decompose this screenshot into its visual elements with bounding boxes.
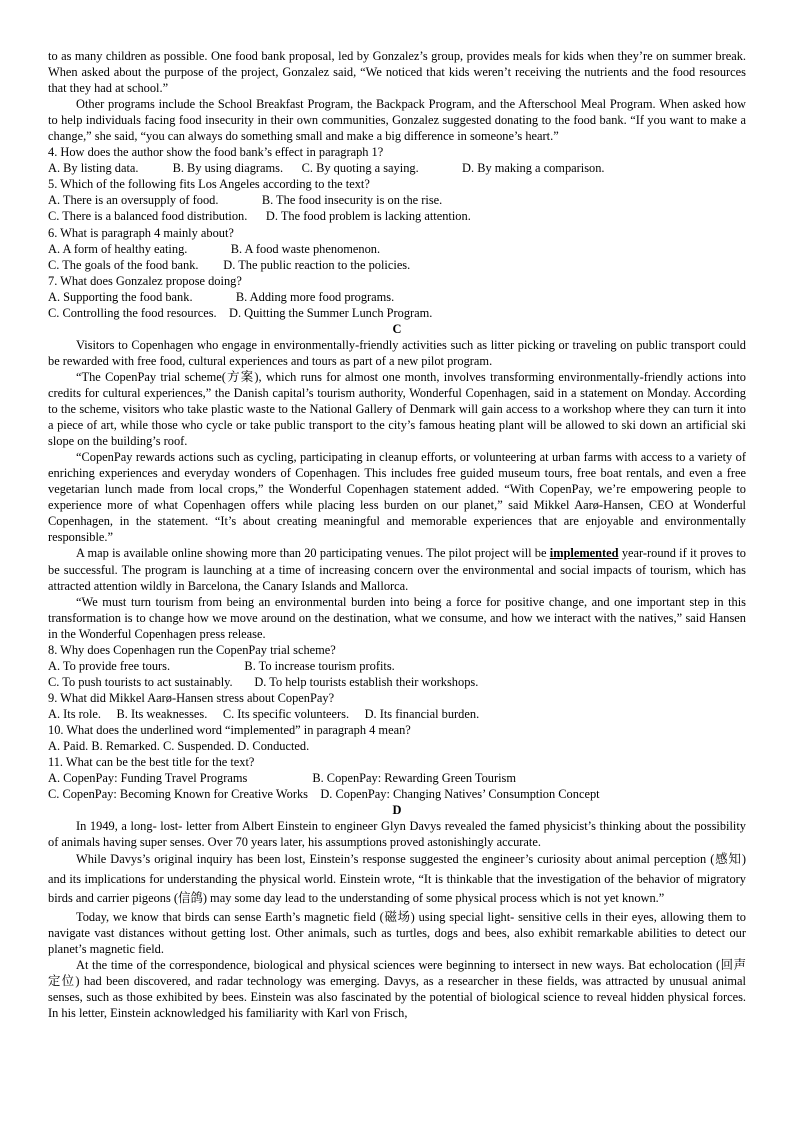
passage-c-paragraph: Visitors to Copenhagen who engage in environmentally-friendly activities such as litter picking or traveling on public transport could be rewarded with free food, cultural experiences and tours as part of a new pilot program. [48, 337, 746, 368]
passage-c-paragraph: “The CopenPay trial scheme(方案), which runs for almost one month, involves transforming environmentally-friendly actions into credits for cultural experiences,” the Danish capital’s tourism authority, Wonderful Copenhagen, said in a statement on Monday. According to the scheme, visitors who take plastic waste to the National Gallery of Denmark will gain access to a workshop where they can turn it into a piece of art, while those who cycle or take public transport to the city’s famous heating plant will be allowed to ski down an artificial ski slope on the building’s roof. [48, 369, 746, 449]
question-8-options-cd: C. To push tourists to act sustainably. D. To help tourists establish their workshops. [48, 674, 479, 689]
passage-c-paragraph: “We must turn tourism from being an environmental burden into being a force for positive change, and one important step in this transformation is to change how we move around on the destination, what we consume, and how we interact with the natives,” said Hansen in the Wonderful Copenhagen press release. [48, 594, 746, 641]
question-7-options-cd: C. Controlling the food resources. D. Quitting the Summer Lunch Program. [48, 305, 433, 320]
question-8: 8. Why does Copenhagen run the CopenPay trial scheme? [48, 642, 336, 657]
paragraph-text: year-round if it proves to be successful. The program is launching at a time of increasing concern over the environmental and social impacts of tourism, which has attracted attention wildly in Barcelona, the Canary Islands and Mallorca. [48, 546, 746, 593]
underlined-word: implemented [549, 546, 619, 561]
passage-b-paragraph: Other programs include the School Breakfast Program, the Backpack Program, and the Afterschool Meal Program. When asked how to help individuals facing food insecurity in their own communities, Gonzalez suggested donating to the food bank. “If you want to make a change,” she said, “you can always do something small and make a big difference in someone’s heart.” [48, 97, 746, 144]
paragraph-text: A map is available online showing more than 20 participating venues. The pilot project will be [76, 546, 550, 561]
question-6-options-ab: A. A form of healthy eating. B. A food waste phenomenon. [48, 241, 381, 256]
question-11-options-ab: A. CopenPay: Funding Travel Programs B. CopenPay: Rewarding Green Tourism [48, 771, 517, 786]
passage-d-paragraph: At the time of the correspondence, biological and physical sciences were beginning to intersect in new ways. Bat echolocation (回声定位) had been discovered, and radar technology was emerging. Davys, as a researcher in these fields, was attracted by unusual animal senses, such as those exhibited by bees. Einstein was also fascinated by the potential of biological science to reveal hidden physical forces. In his letter, Einstein acknowledged his familiarity with Karl von Frisch, [48, 957, 746, 1021]
question-11-options-cd: C. CopenPay: Becoming Known for Creative Works D. CopenPay: Changing Natives’ Consumption Concept [48, 787, 600, 802]
question-9: 9. What did Mikkel Aarø-Hansen stress about CopenPay? [48, 690, 335, 705]
question-9-options: A. Its role. B. Its weaknesses. C. Its specific volunteers. D. Its financial burden. [48, 706, 480, 721]
passage-d-paragraph: In 1949, a long- lost- letter from Albert Einstein to engineer Glyn Davys revealed the famed physicist’s thinking about the possibility of animals having super senses. Over 70 years later, his assumptions proved astonishingly accurate. [48, 819, 746, 850]
exam-page [48, 48, 746, 1021]
question-4: 4. How does the author show the food bank’s effect in paragraph 1? [48, 145, 384, 160]
question-5-options-ab: A. There is an oversupply of food. B. The food insecurity is on the rise. [48, 193, 443, 208]
question-10: 10. What does the underlined word “implemented” in paragraph 4 mean? [48, 722, 411, 737]
question-7: 7. What does Gonzalez propose doing? [48, 273, 242, 288]
question-7-options-ab: A. Supporting the food bank. B. Adding more food programs. [48, 289, 395, 304]
passage-c-paragraph: “CopenPay rewards actions such as cycling, participating in cleanup efforts, or volunteering at urban farms with access to a variety of enriching experiences and everyday wonders of Copenhagen. This includes free guided museum tours, free boat rentals, and even a free vegetarian lunch made from local crops,” the Wonderful Copenhagen statement added. “With CopenPay, we’re empowering people to experience more of what Copenhagen offers while placing less burden on our planet,” said Mikkel Aarø-Hansen, CEO at Wonderful Copenhagen, in the statement. “It’s about creating meaningful and memorable experiences that are enjoyable and environmentally responsible.” [48, 450, 746, 545]
question-4-options: A. By listing data. B. By using diagrams. C. By quoting a saying. D. By making a comparison. [48, 161, 605, 176]
question-10-options: A. Paid. B. Remarked. C. Suspended. D. Conducted. [48, 739, 310, 754]
passage-d-paragraph: While Davys’s original inquiry has been lost, Einstein’s response suggested the engineer’s curiosity about animal perception (感知) and its implications for understanding the physical world. Einstein wrote, “It is thinkable that the investigation of the behavior of migratory birds and carrier pigeons (信鸽) may some day lead to the understanding of some physical process which is not yet known.” [48, 852, 746, 906]
section-d-heading: D [392, 803, 402, 818]
question-5-options-cd: C. There is a balanced food distribution. D. The food problem is lacking attention. [48, 209, 471, 224]
section-c-heading: C [392, 321, 402, 336]
question-5: 5. Which of the following fits Los Angeles according to the text? [48, 177, 370, 192]
question-8-options-ab: A. To provide free tours. B. To increase tourism profits. [48, 658, 395, 673]
question-6-options-cd: C. The goals of the food bank. D. The public reaction to the policies. [48, 257, 411, 272]
question-11: 11. What can be the best title for the text? [48, 755, 255, 770]
passage-b-paragraph: to as many children as possible. One food bank proposal, led by Gonzalez’s group, provides meals for kids when they’re on summer break. When asked about the purpose of the project, Gonzalez said, “We noticed that kids weren’t receiving the nutrients and the food resources that they had at school.” [48, 49, 746, 96]
passage-c-paragraph-4 [48, 545, 746, 593]
passage-d-paragraph: Today, we know that birds can sense Earth’s magnetic field (磁场) using special light- sensitive cells in their eyes, allowing them to navigate vast distances without getting lost. Other animals, such as turtles, dogs and bees, also exhibit remarkable abilities to detect our planet’s magnetic field. [48, 909, 746, 956]
question-6: 6. What is paragraph 4 mainly about? [48, 225, 234, 240]
